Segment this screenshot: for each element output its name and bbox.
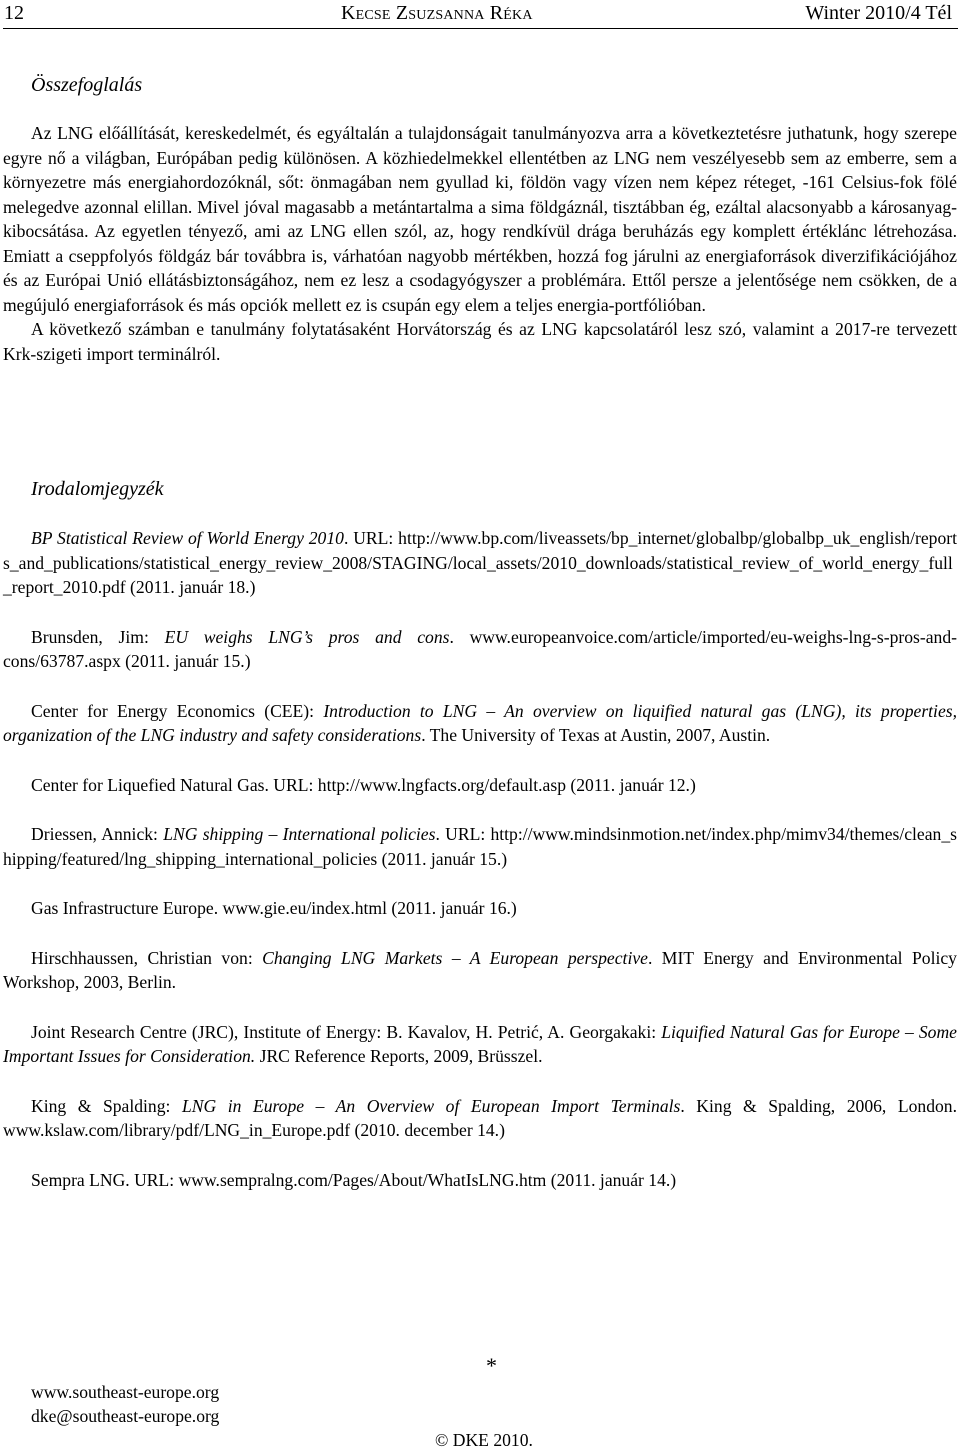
reference-prefix: Brunsden, Jim: <box>31 626 165 647</box>
reference-suffix: . MIT Energy and Environmental Policy Workshop, 2003, Berlin. <box>3 947 957 992</box>
summary-section <box>3 121 957 366</box>
page-number: 12 <box>4 2 24 24</box>
reference-prefix: Joint Research Centre (JRC), Institute of Energy: B. Kavalov, H. Petrić, A. Georgakaki: <box>31 1021 662 1042</box>
reference-prefix: Sempra LNG. URL: www.sempralng.com/Pages/About/WhatIsLNG.htm (2011. január 14.) <box>31 1169 677 1190</box>
section-separator-asterisk: * <box>486 1353 497 1378</box>
reference-item <box>3 526 957 600</box>
header-rule <box>3 28 958 29</box>
summary-paragraph-1: Az LNG előállítását, kereskedelmét, és egyáltalán a tulajdonságait tanulmányozva arra a következtetésre juthatunk, hogy szerepe egyre nő a világban, Európában pedig különösen. A közhiedelmekkel ellentétben az LNG nem veszélyesebb sem az emberre, sem a környezetre más energiahordozóknál, sőt: önmagában nem gyullad ki, földön vagy vízen nem képez réteget, -161 Celsius-fok fölé melegedve azonnal elillan. Mivel jóval magasabb a metántartalma a sima földgáznál, tisztábban ég, ezáltal alacsonyabb a károsanyag-kibocsátása. Az egyetlen tényező, ami az LNG ellen szól, az, hogy rendkívül drága beruházás egy komplett értéklánc létrehozása. Emiatt a cseppfolyós földgáz bár továbbra is, várhatóan nagyobb mértékben, hozzá fog járulni az energiaforrások diverzifikációjához és az Európai Unió ellátásbiztonságához, nem ez lesz a csodagyógyszer a problémára. Ettől persze a jelentősége nem csökken, de a megújuló energiaforrások és más opciók mellett ez is csupán egy elem a teljes energia-portfólióban. <box>3 123 957 315</box>
footer-website-link[interactable]: www.southeast-europe.org <box>31 1382 220 1402</box>
reference-prefix: Center for Energy Economics (CEE): <box>31 700 324 721</box>
reference-item <box>3 946 957 995</box>
reference-prefix: Gas Infrastructure Europe. www.gie.eu/index.html (2011. január 16.) <box>31 898 517 918</box>
footer-email-link[interactable]: dke@southeast-europe.org <box>31 1406 220 1426</box>
reference-prefix: Driessen, Annick: <box>31 824 164 844</box>
reference-suffix: . The University of Texas at Austin, 2007, Austin. <box>421 725 771 745</box>
reference-title: Introduction to LNG – An overview on liquified natural gas (LNG), its properties, organization of the LNG industry and safety considerations <box>3 700 957 745</box>
reference-item <box>3 1168 957 1193</box>
summary-paragraph-2: A következő számban e tanulmány folytatásaként Horvátország és az LNG kapcsolatáról lesz szó, valamint a 2017-re tervezett Krk-szigeti import terminálról. <box>3 319 957 364</box>
reference-prefix: King & Spalding: <box>31 1095 182 1116</box>
reference-item <box>3 773 957 798</box>
reference-suffix: . URL: http://www.bp.com/liveassets/bp_internet/globalbp/globalbp_uk_english/reports_and_publications/statistical_energy_review_2008/STAGING/local_assets/2010_downloads/statistical_review_of_world_energy_full_report_2010.pdf (2011. január 18.) <box>3 528 957 597</box>
reference-item <box>3 1020 957 1069</box>
reference-item <box>3 822 957 871</box>
reference-item <box>3 896 957 921</box>
footer-copyright: © DKE 2010. <box>435 1430 533 1450</box>
references-heading: Irodalomjegyzék <box>31 478 164 500</box>
reference-item <box>3 699 957 748</box>
reference-prefix: Center for Liquefied Natural Gas. URL: http://www.lngfacts.org/default.asp (2011. január 12.) <box>31 774 696 795</box>
reference-suffix: . King & Spalding, 2006, London. www.kslaw.com/library/pdf/LNG_in_Europe.pdf (2010. december 14.) <box>3 1095 958 1140</box>
reference-title: Changing LNG Markets – A European perspective <box>262 947 648 968</box>
header-issue: Winter 2010/4 Tél <box>805 2 952 24</box>
reference-title: EU weighs LNG’s pros and cons <box>164 626 450 647</box>
reference-item <box>3 1094 957 1143</box>
reference-list <box>3 526 957 1217</box>
reference-title: BP Statistical Review of World Energy 2010 <box>31 528 344 548</box>
reference-item <box>3 625 957 674</box>
running-header <box>0 0 960 28</box>
reference-suffix: JRC Reference Reports, 2009, Brüsszel. <box>255 1046 543 1066</box>
reference-title: LNG shipping – International policies <box>163 824 436 844</box>
reference-title: LNG in Europe – An Overview of European Import Terminals <box>181 1095 681 1116</box>
header-author: Kecse Zsuzsanna Réka <box>341 2 533 24</box>
summary-heading: Összefoglalás <box>31 74 143 96</box>
reference-prefix: Hirschhaussen, Christian von: <box>31 947 263 968</box>
reference-suffix: . www.europeanvoice.com/article/imported/eu-weighs-lng-s-pros-and-cons/63787.aspx (2011. január 15.) <box>3 626 957 671</box>
reference-title: Liquified Natural Gas for Europe – Some Important Issues for Consideration. <box>3 1021 957 1066</box>
reference-suffix: . URL: http://www.mindsinmotion.net/index.php/mimv34/themes/clean_shipping/featured/lng_shipping_international_policies (2011. január 15.) <box>3 824 957 869</box>
